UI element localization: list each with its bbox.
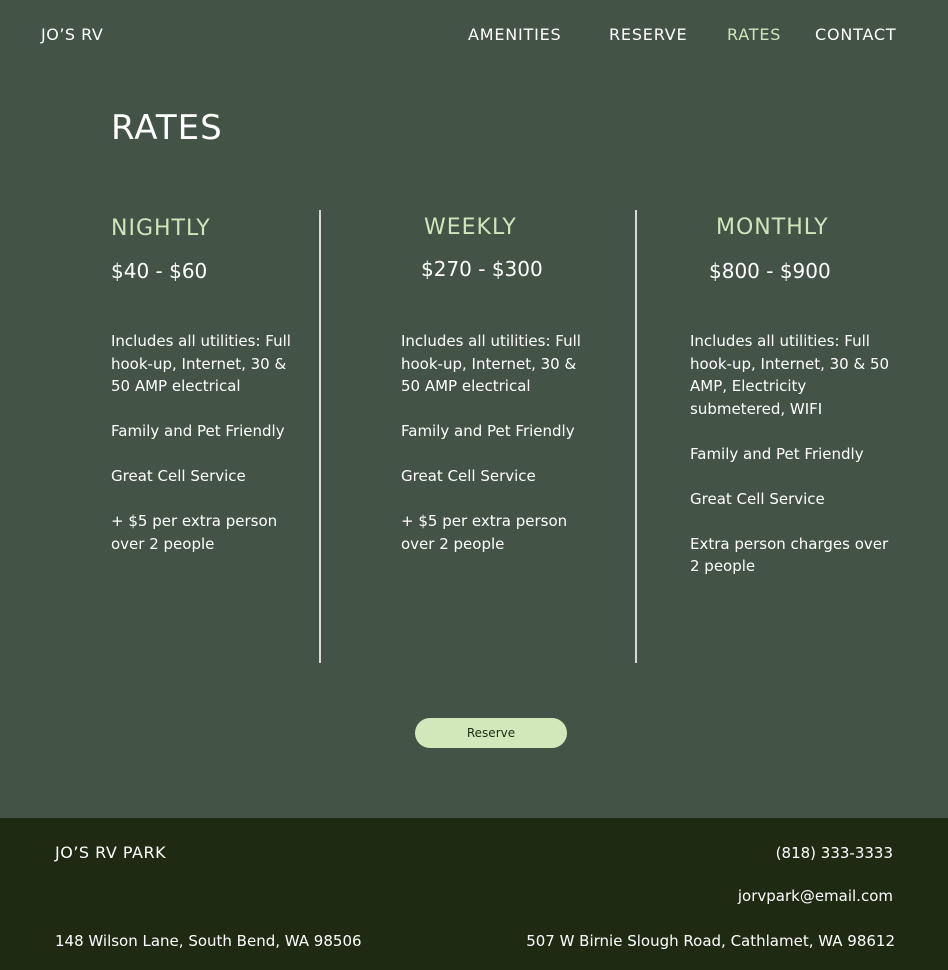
footer-address-south-bend: 148 Wilson Lane, South Bend, WA 98506 xyxy=(55,932,362,950)
footer-park-name: JO’S RV PARK xyxy=(55,843,167,862)
feature-utilities: Includes all utilities: Full hook-up, Internet, 30 & 50 AMP electrical xyxy=(111,332,291,395)
footer-email-link[interactable]: jorvpark@email.com xyxy=(737,887,893,905)
feature-extra-person: + $5 per extra person over 2 people xyxy=(111,512,278,553)
nav-reserve[interactable]: RESERVE xyxy=(609,25,688,44)
feature-cell-service: Great Cell Service xyxy=(401,467,536,485)
weekly-feature-list xyxy=(401,330,589,578)
page-title: RATES xyxy=(111,108,223,148)
feature-family-pet: Family and Pet Friendly xyxy=(690,444,864,463)
nightly-plan-name: NIGHTLY xyxy=(111,216,211,241)
nightly-feature-list xyxy=(111,330,307,578)
feature-extra-person: + $5 per extra person over 2 people xyxy=(401,512,568,553)
nav-rates[interactable]: RATES xyxy=(727,25,782,44)
site-footer xyxy=(0,818,948,970)
feature-family-pet: Family and Pet Friendly xyxy=(111,422,285,440)
footer-address-cathlamet: 507 W Birnie Slough Road, Cathlamet, WA 98612 xyxy=(526,932,895,950)
monthly-plan-name: MONTHLY xyxy=(716,215,829,240)
footer-phone-link[interactable]: (818) 333-3333 xyxy=(775,844,893,862)
monthly-feature-list xyxy=(690,330,890,600)
nav-amenities[interactable]: AMENITIES xyxy=(468,25,562,44)
feature-family-pet: Family and Pet Friendly xyxy=(401,422,575,440)
nightly-plan-price: $40 - $60 xyxy=(111,259,208,283)
monthly-plan-price: $800 - $900 xyxy=(709,259,831,283)
column-divider xyxy=(635,210,637,663)
brand-logo[interactable]: JO’S RV xyxy=(41,25,104,44)
feature-utilities: Includes all utilities: Full hook-up, Internet, 30 & 50 AMP electrical xyxy=(401,332,581,395)
reserve-button[interactable]: Reserve xyxy=(415,718,567,748)
feature-cell-service: Great Cell Service xyxy=(111,467,246,485)
feature-cell-service: Great Cell Service xyxy=(690,489,825,508)
column-divider xyxy=(319,210,321,663)
weekly-plan-name: WEEKLY xyxy=(424,215,517,240)
feature-extra-person: Extra person charges over 2 people xyxy=(690,534,889,575)
nav-contact[interactable]: CONTACT xyxy=(815,25,897,44)
feature-utilities: Includes all utilities: Full hook-up, Internet, 30 & 50 AMP, Electricity submetered, WIFI xyxy=(690,332,890,418)
weekly-plan-price: $270 - $300 xyxy=(421,257,543,281)
